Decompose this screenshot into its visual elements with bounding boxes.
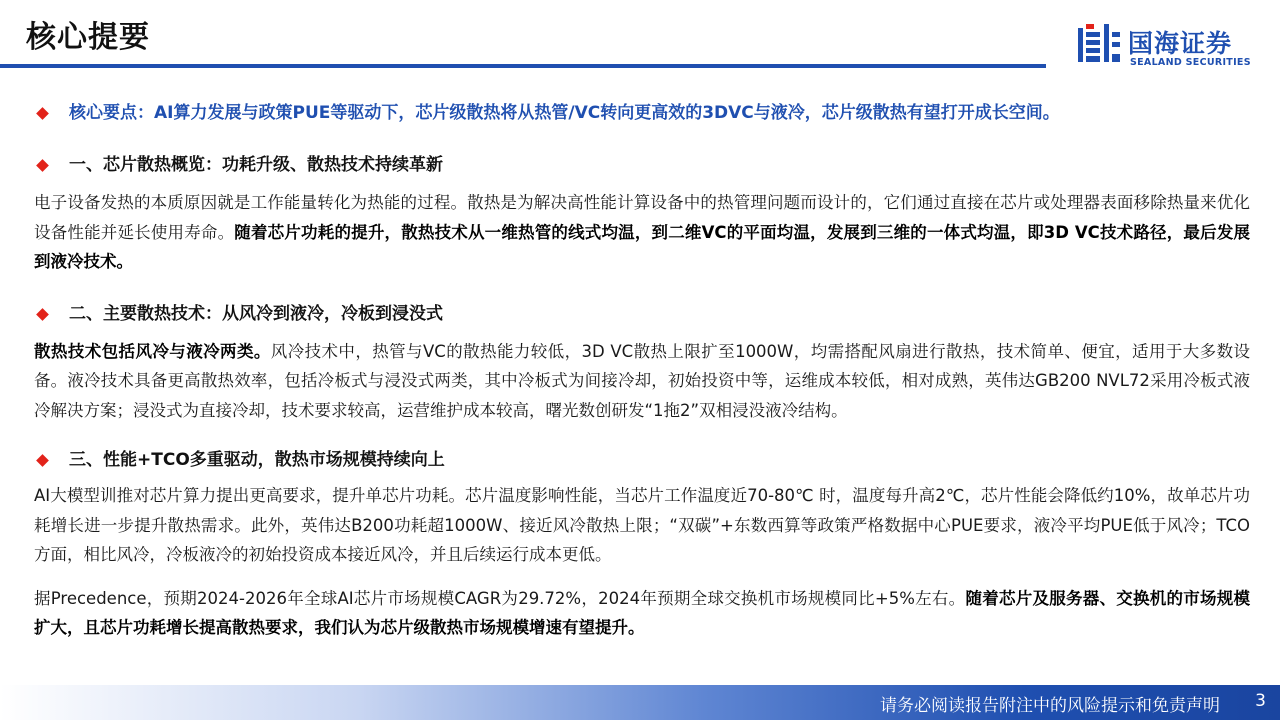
section-3-plain-text: AI大模型训推对芯片算力提出更高要求，提升单芯片功耗。芯片温度影响性能，当芯片工作温度近70-80℃ 时，温度每升高2℃，芯片性能会降低约10%，故单芯片功耗增长进一步提升散热需求。此外，英伟达B200功耗超1000W、接近风冷散热上限；“双碳”+东数西算等政策严格数据中心PUE要求，液冷平均PUE低于风冷；TCO方面，相比风冷，冷板液冷的初始投资成本接近风冷，并且后续运行成本更低。 xyxy=(34,486,1250,564)
diamond-bullet-icon xyxy=(36,308,49,321)
diamond-bullet-icon xyxy=(36,159,49,172)
section-1-heading-text: 一、芯片散热概览：功耗升级、散热技术持续革新 xyxy=(69,155,443,175)
footer-disclaimer: 请务必阅读报告附注中的风险提示和免责声明 xyxy=(880,696,1220,716)
section-3-heading xyxy=(34,445,1250,475)
key-point-text: 核心要点：AI算力发展与政策PUE等驱动下，芯片级散热将从热管/VC转向更高效的3DVC与液冷，芯片级散热有望打开成长空间。 xyxy=(69,103,1060,123)
section-3-bold-text: 随着芯片及服务器、交换机的市场规模扩大，且芯片功耗增长提高散热要求，我们认为芯片级散热市场规模增速有望提升。 xyxy=(34,588,1251,637)
summary-content xyxy=(34,98,1250,643)
section-2-plain-text: 风冷技术中，热管与VC的散热能力较低，3D VC散热上限扩至1000W，均需搭配风扇进行散热，技术简单、便宜，适用于大多数设备。液冷技术具备更高散热效率，包括冷板式与浸没式两类，其中冷板式为间接冷却，初始投资中等，运维成本较低，相对成熟，英伟达GB200 NVL72采用冷板式液冷解决方案；浸没式为直接冷却，技术要求较高，运营维护成本较高，曙光数创研发“1拖2”双相浸没液冷结构。 xyxy=(34,341,1251,420)
section-1-heading xyxy=(34,150,1250,180)
section-2-bold-text: 散热技术包括风冷与液冷两类。 xyxy=(34,341,271,361)
footer-bar xyxy=(0,685,1280,720)
section-1-paragraph xyxy=(34,188,1250,277)
logo-english-name: SEALAND SECURITIES xyxy=(1130,57,1251,68)
diamond-bullet-icon xyxy=(36,454,49,467)
page-number: 3 xyxy=(1255,691,1266,711)
section-2-heading-text: 二、主要散热技术：从风冷到液冷，冷板到浸没式 xyxy=(69,303,443,324)
section-1-bold-text: 随着芯片功耗的提升，散热技术从一维热管的线式均温，到二维VC的平面均温，发展到三维的一体式均温，即3D VC技术路径，最后发展到液冷技术。 xyxy=(34,222,1251,271)
title-divider xyxy=(0,64,1046,68)
section-3-market-text: 据Precedence，预期2024-2026年全球AI芯片市场规模CAGR为29.72%，2024年预期全球交换机市场规模同比+5%左右。 xyxy=(34,588,966,608)
section-2-heading xyxy=(34,299,1250,329)
section-3-paragraph-1 xyxy=(34,481,1250,570)
logo-chinese-name: 国海证券 xyxy=(1128,29,1233,58)
section-2-paragraph xyxy=(34,337,1250,426)
company-logo xyxy=(1076,22,1256,72)
sealand-logo-icon xyxy=(1076,22,1122,68)
section-1-plain-text: 电子设备发热的本质原因就是工作能量转化为热能的过程。散热是为解决高性能计算设备中的热管理问题而设计的，它们通过直接在芯片或处理器表面移除热量来优化设备性能并延长使用寿命。 xyxy=(34,193,1250,242)
diamond-bullet-icon xyxy=(36,107,49,120)
key-point xyxy=(34,98,1250,128)
page-title: 核心提要 xyxy=(26,20,150,55)
section-3-heading-text: 三、性能+TCO多重驱动，散热市场规模持续向上 xyxy=(69,450,445,470)
section-3-paragraph-2 xyxy=(34,584,1250,643)
